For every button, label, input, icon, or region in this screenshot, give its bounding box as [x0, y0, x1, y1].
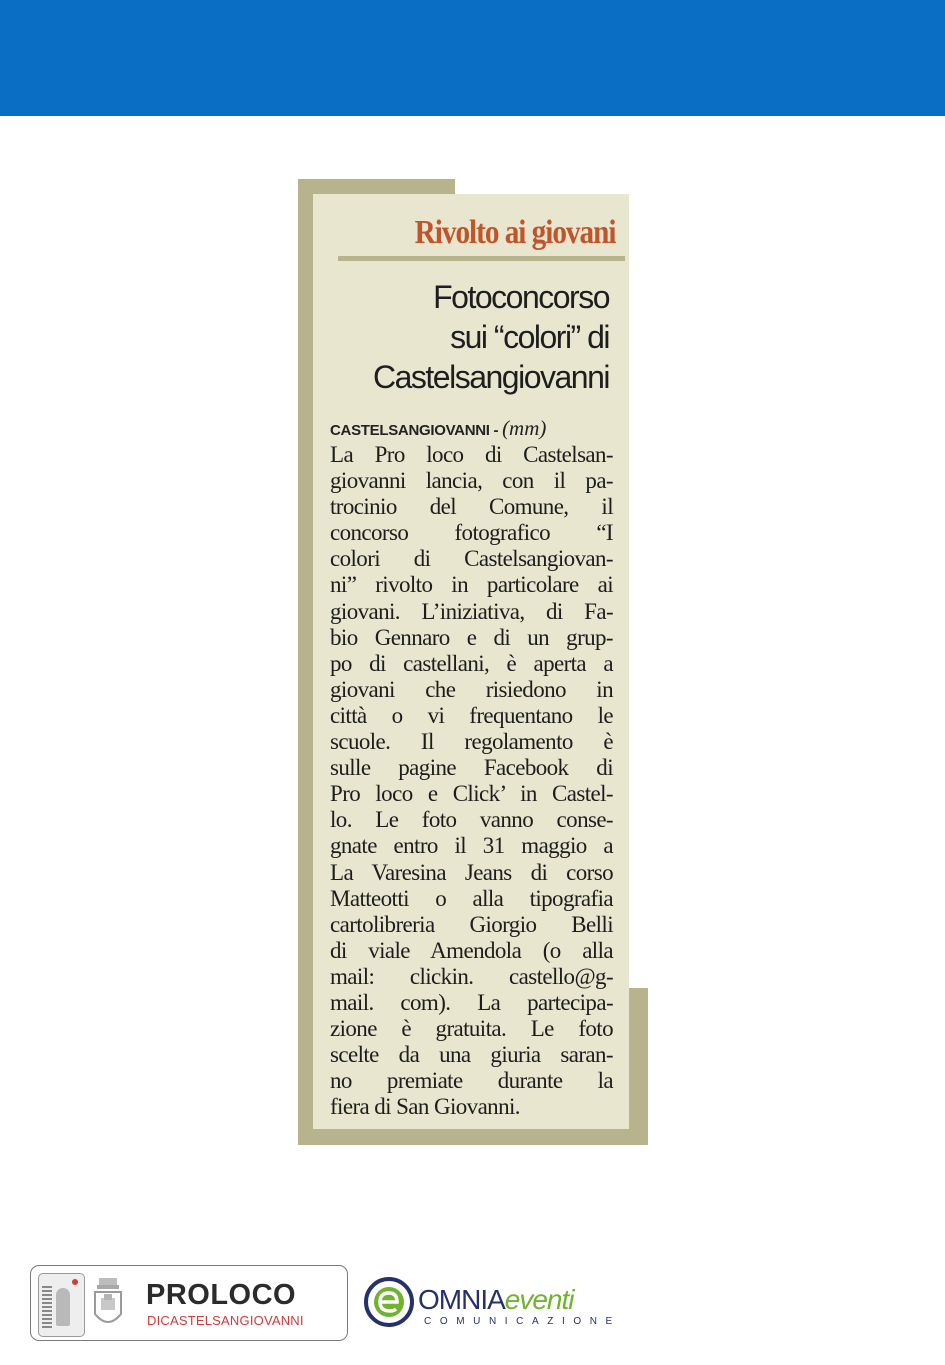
proloco-subtitle — [147, 1313, 304, 1328]
badge-text-icon — [42, 1284, 52, 1328]
omnia-e-logo-icon — [363, 1276, 415, 1328]
body-line: colori di Castelsangiovan- — [330, 546, 613, 572]
omnia-subtitle: COMUNICAZIONE — [424, 1316, 621, 1327]
proloco-sub-name: CASTELSANGIOVANNI — [160, 1313, 304, 1328]
clip-shadow-left — [298, 179, 313, 1145]
body-line: giovani. L’iniziativa, di Fa- — [330, 598, 613, 624]
body-line: Matteotti o alla tipografia — [330, 885, 613, 911]
red-dot-icon — [72, 1279, 78, 1285]
article-body — [330, 442, 613, 1120]
proloco-badge-icon — [38, 1273, 85, 1337]
headline-line: Fotoconcorso — [433, 279, 609, 315]
body-line: scelte da una giuria saran- — [330, 1042, 613, 1068]
byline-city: CASTELSANGIOVANNI - — [330, 422, 503, 439]
clip-shadow-right — [629, 988, 648, 1145]
article-headline — [330, 277, 609, 397]
body-line: La Varesina Jeans di corso — [330, 859, 613, 885]
proloco-logo — [30, 1265, 348, 1341]
body-line: sulle pagine Facebook di — [330, 755, 613, 781]
top-banner — [0, 0, 945, 116]
article-byline — [330, 416, 613, 440]
footer-logos — [30, 1265, 620, 1345]
omnia-word-1: OMNIA — [418, 1284, 505, 1315]
body-line: no premiate durante la — [330, 1068, 613, 1094]
newspaper-clipping — [313, 194, 629, 1129]
kicker-block — [330, 212, 625, 254]
byline-author: (mm) — [502, 416, 547, 440]
proloco-title: PROLOCO — [146, 1279, 297, 1311]
clip-shadow-bottom — [298, 1129, 648, 1145]
body-line: scuole. Il regolamento è — [330, 729, 613, 755]
body-line: La Pro loco di Castelsan- — [330, 442, 613, 467]
proloco-sub-prefix: DI — [147, 1313, 161, 1328]
body-line: lo. Le foto vanno conse- — [330, 807, 613, 833]
body-line: mail. com). La partecipa- — [330, 989, 613, 1015]
person-figure-icon — [56, 1288, 70, 1326]
body-line: bio Gennaro e di un grup- — [330, 624, 613, 650]
body-line: concorso fotografico “I — [330, 520, 613, 546]
headline-line: sui “colori” di — [450, 319, 609, 355]
body-line: giovani che risiedono in — [330, 676, 613, 702]
headline-line: Castelsangiovanni — [373, 359, 609, 395]
body-line: cartolibreria Giorgio Belli — [330, 911, 613, 937]
body-line: Pro loco e Click’ in Castel- — [330, 781, 613, 807]
article-kicker: Rivolto ai giovani — [414, 214, 615, 251]
body-line: gnate entro il 31 maggio a — [330, 833, 613, 859]
body-line: giovanni lancia, con il pa- — [330, 468, 613, 494]
body-line: mail: clickin. castello@g- — [330, 963, 613, 989]
body-line: zione è gratuita. Le foto — [330, 1016, 613, 1042]
omnia-wordmark — [418, 1285, 574, 1315]
body-line: città o vi frequentano le — [330, 702, 613, 728]
town-crest-icon — [91, 1276, 125, 1332]
body-line: trocinio del Comune, il — [330, 494, 613, 520]
body-line: ni” rivolto in particolare ai — [330, 572, 613, 598]
omnia-word-2: eventi — [504, 1284, 574, 1315]
body-line: po di castellani, è aperta a — [330, 650, 613, 676]
body-line: fiera di San Giovanni. — [330, 1094, 520, 1120]
kicker-underline — [338, 256, 625, 261]
body-line: di viale Amendola (o alla — [330, 937, 613, 963]
